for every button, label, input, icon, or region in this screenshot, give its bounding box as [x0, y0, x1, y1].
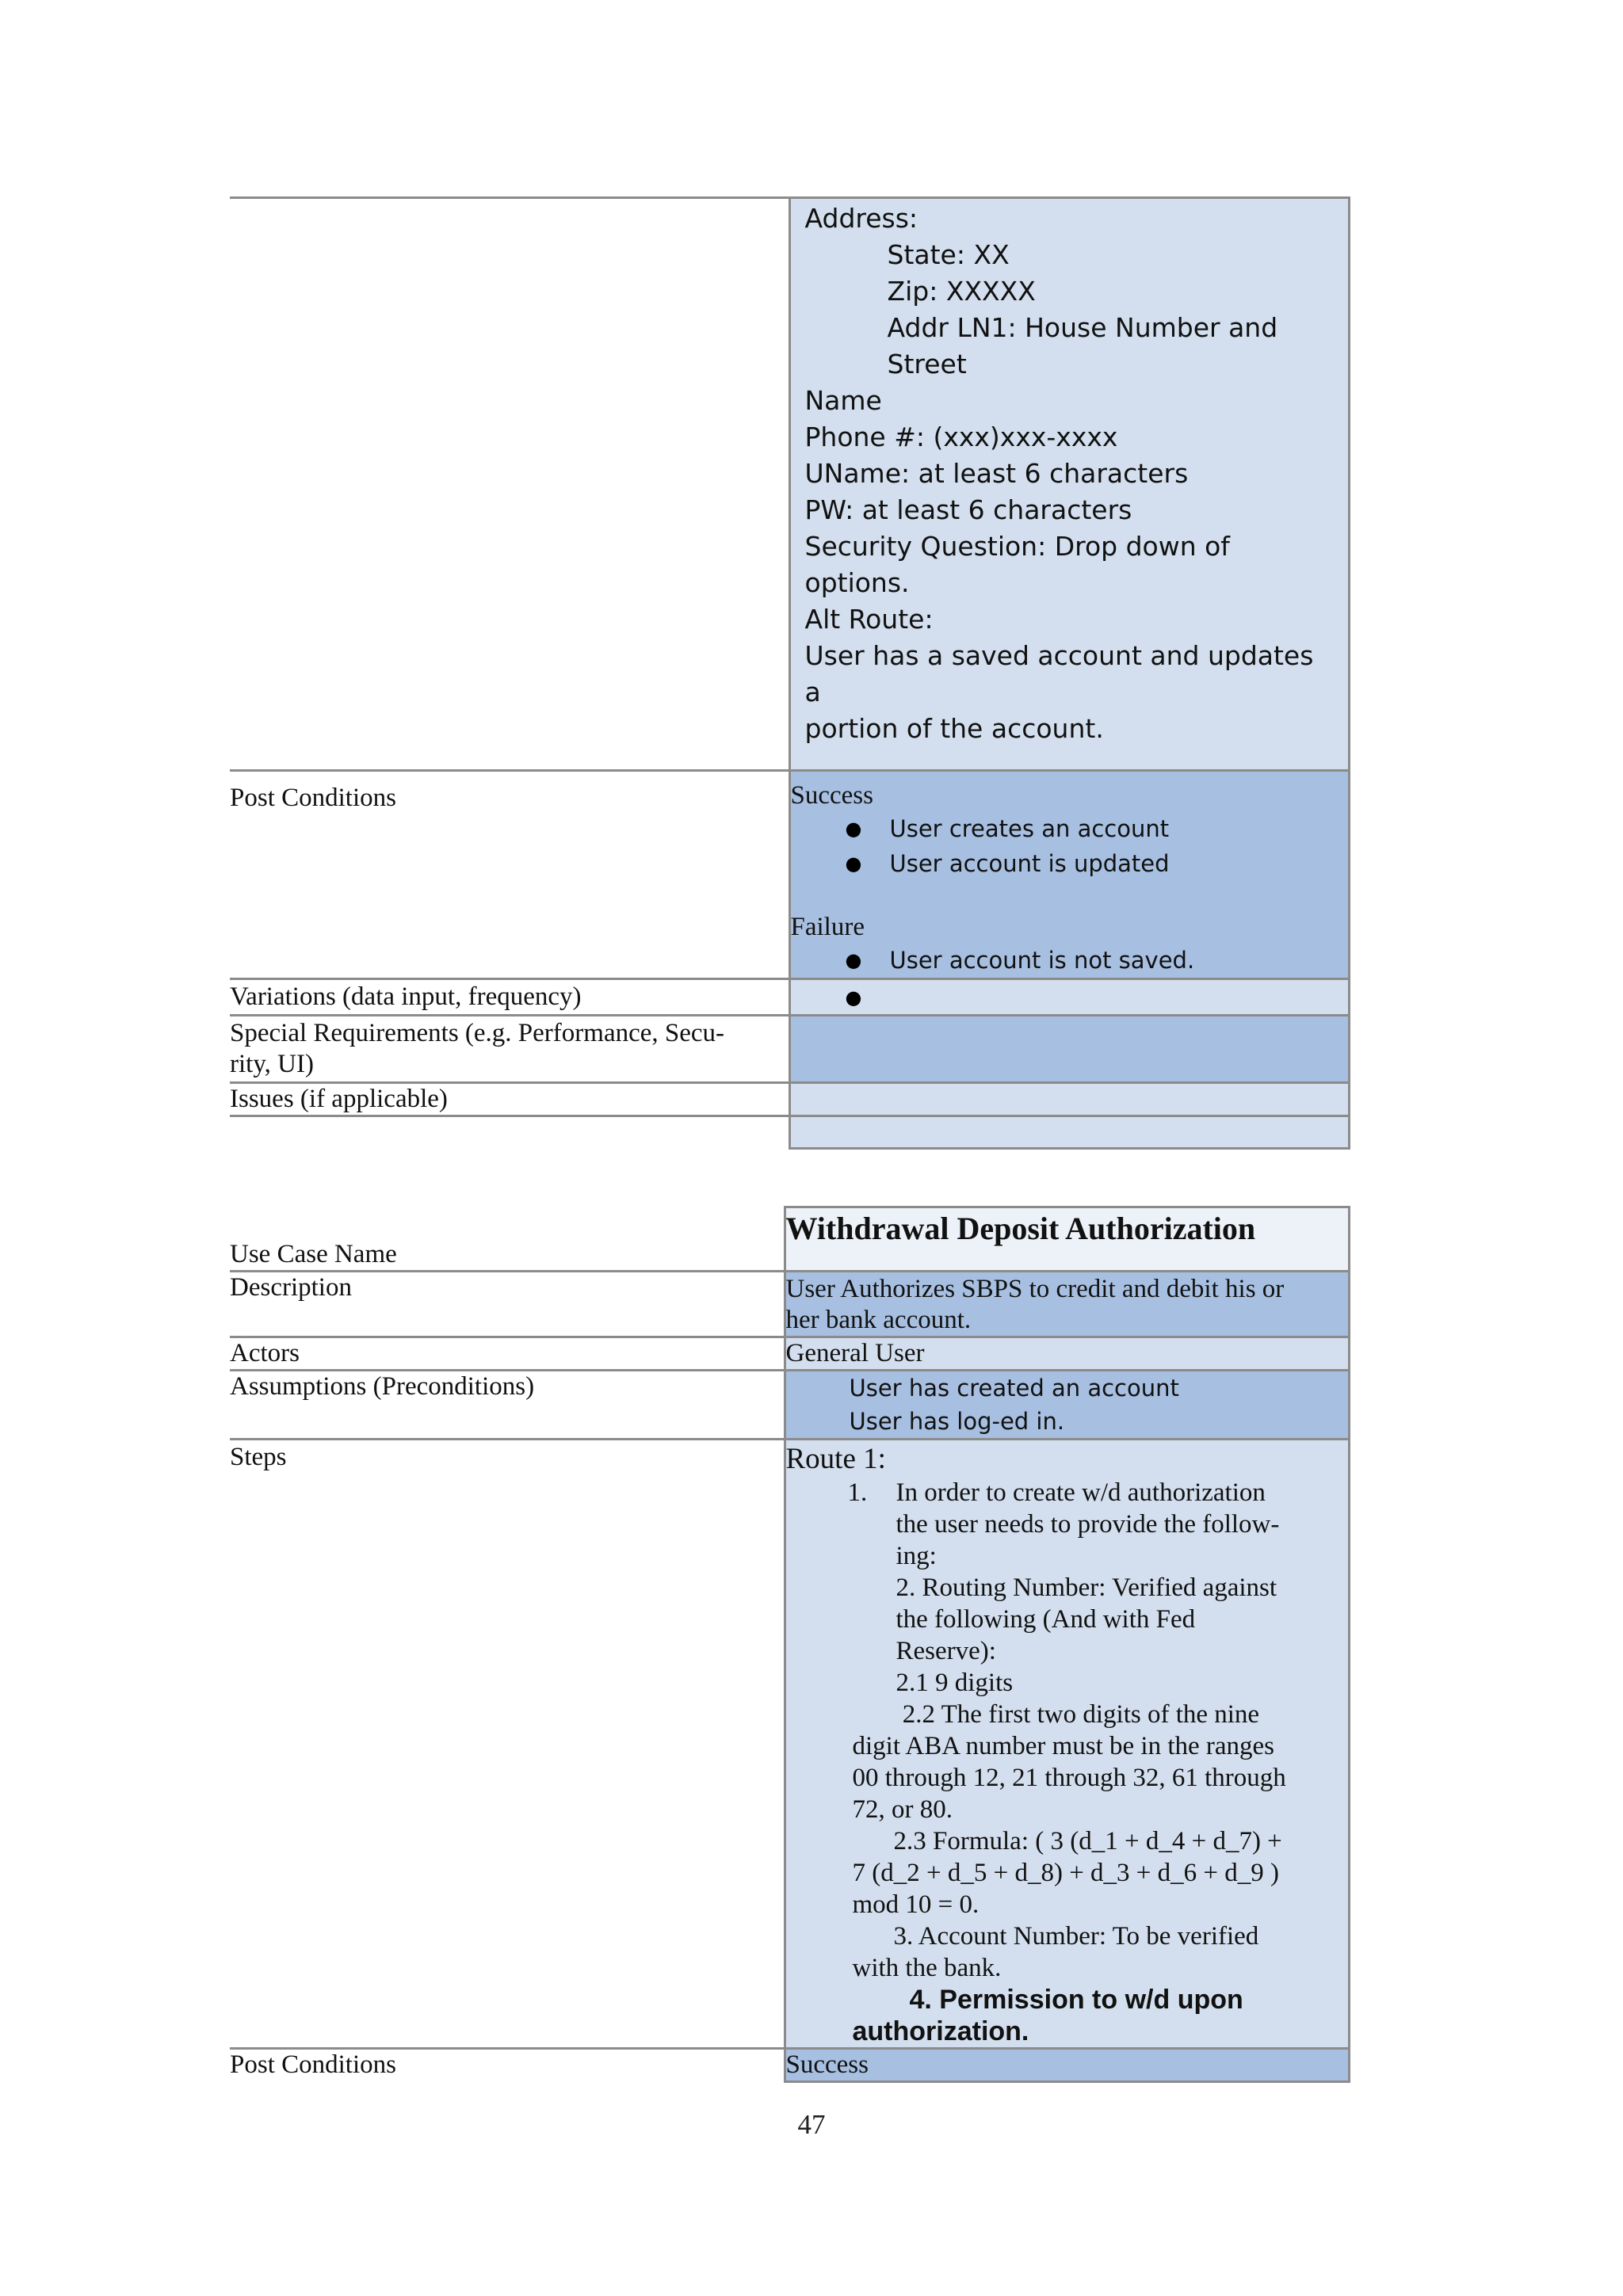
use-case-title: Withdrawal Deposit Authorization	[785, 1211, 1256, 1246]
addr-ln1-spec-continued: Name	[804, 385, 882, 416]
assumption-item: User has created an account	[849, 1375, 1179, 1402]
empty-label-cell	[230, 198, 789, 771]
failure-heading: Failure	[790, 913, 865, 941]
step-1	[786, 1477, 1348, 1699]
special-req-line: rity, UI)	[230, 1050, 314, 1078]
step-line: In order to create w/d authorization	[896, 1478, 1266, 1507]
success-list	[791, 811, 1348, 881]
actors-label: Actors	[230, 1337, 785, 1371]
use-case-table-account	[230, 196, 1350, 1150]
assumption-item: User has log-ed in.	[849, 1408, 1065, 1435]
step-line: Reserve):	[896, 1637, 996, 1665]
steps-cell	[785, 1440, 1349, 2049]
step-line: mod 10 = 0.	[852, 1890, 980, 1919]
page-number: 47	[797, 2109, 826, 2140]
step-2-2	[786, 1699, 1348, 2047]
step-line: 7 (d_2 + d_5 + d_8) + d_3 + d_6 + d_9 )	[852, 1859, 1280, 1887]
step-line: authorization.	[852, 2016, 1029, 2046]
list-item: ● User account is updated	[791, 846, 1348, 881]
failure-list	[791, 943, 1348, 978]
alt-route-label: Alt Route:	[804, 604, 934, 635]
address-label: Address:	[804, 203, 918, 234]
alt-route-desc-line: User has a saved account and updates a	[804, 640, 1314, 707]
post-conditions-cell: Success	[785, 2049, 1349, 2082]
post-conditions-label: Post Conditions	[230, 771, 789, 979]
step-line: with the bank.	[852, 1954, 1002, 1982]
description-line: her bank account.	[785, 1306, 972, 1334]
use-case-name-cell	[785, 1207, 1349, 1272]
description-cell	[785, 1272, 1349, 1337]
security-question-spec: Security Question: Drop down of options.	[804, 531, 1230, 598]
assumptions-cell	[785, 1371, 1349, 1440]
phone-spec: Phone #: (xxx)xxx-xxxx	[804, 421, 1118, 452]
variations-label: Variations (data input, frequency)	[230, 979, 789, 1016]
alt-route-desc-line: portion of the account.	[804, 713, 1104, 744]
state-spec: State: XX	[887, 239, 1010, 270]
step-1-number: 1.	[847, 1478, 868, 1507]
step-line: 00 through 12, 21 through 32, 61 through	[852, 1764, 1286, 1792]
actors-cell: General User	[785, 1337, 1349, 1371]
issues-cell	[789, 1083, 1349, 1116]
step-line: 2. Routing Number: Verified against	[896, 1573, 1277, 1602]
step-line: 72, or 80.	[852, 1795, 953, 1824]
step-line: 4. Permission to w/d upon	[909, 1985, 1243, 2015]
step-line: ing:	[896, 1542, 937, 1570]
variations-cell	[789, 979, 1349, 1016]
addr-ln1-spec: Addr LN1: House Number and Street	[887, 312, 1278, 379]
step-line: the following (And with Fed	[896, 1605, 1196, 1634]
step-line: the user needs to provide the follow-	[896, 1510, 1280, 1539]
assumptions-label: Assumptions (Preconditions)	[230, 1371, 785, 1440]
step-line: 2.2 The first two digits of the nine	[896, 1700, 1260, 1729]
use-case-table-withdrawal	[230, 1206, 1350, 2083]
issues-label: Issues (if applicable)	[230, 1083, 789, 1116]
description-label: Description	[230, 1272, 785, 1337]
step-line: digit ABA number must be in the ranges	[852, 1732, 1275, 1760]
list-item: ● User creates an account	[791, 811, 1348, 846]
success-heading: Success	[790, 781, 873, 810]
special-requirements-cell	[789, 1016, 1349, 1083]
special-req-line: Special Requirements (e.g. Performance, Secu-	[230, 1019, 725, 1047]
steps-label: Steps	[230, 1440, 785, 2049]
special-requirements-label	[230, 1016, 789, 1083]
post-conditions-cell	[789, 771, 1349, 979]
step-line: 3. Account Number: To be verified	[893, 1922, 1259, 1951]
password-spec: PW: at least 6 characters	[804, 494, 1132, 525]
address-field-spec-cell	[789, 198, 1349, 771]
post-conditions-label: Post Conditions	[230, 2049, 785, 2082]
route-heading: Route 1:	[785, 1443, 886, 1475]
zip-spec: Zip: XXXXX	[887, 276, 1036, 307]
use-case-name-label: Use Case Name	[230, 1207, 785, 1272]
username-spec: UName: at least 6 characters	[804, 458, 1189, 489]
empty-label-cell	[230, 1116, 789, 1149]
step-line: 2.3 Formula: ( 3 (d_1 + d_4 + d_7) +	[893, 1827, 1282, 1855]
description-line: User Authorizes SBPS to credit and debit his or	[785, 1275, 1285, 1303]
step-line: 2.1 9 digits	[896, 1669, 1014, 1697]
list-item: ● User account is not saved.	[791, 943, 1348, 978]
issues-extra-cell	[789, 1116, 1349, 1149]
